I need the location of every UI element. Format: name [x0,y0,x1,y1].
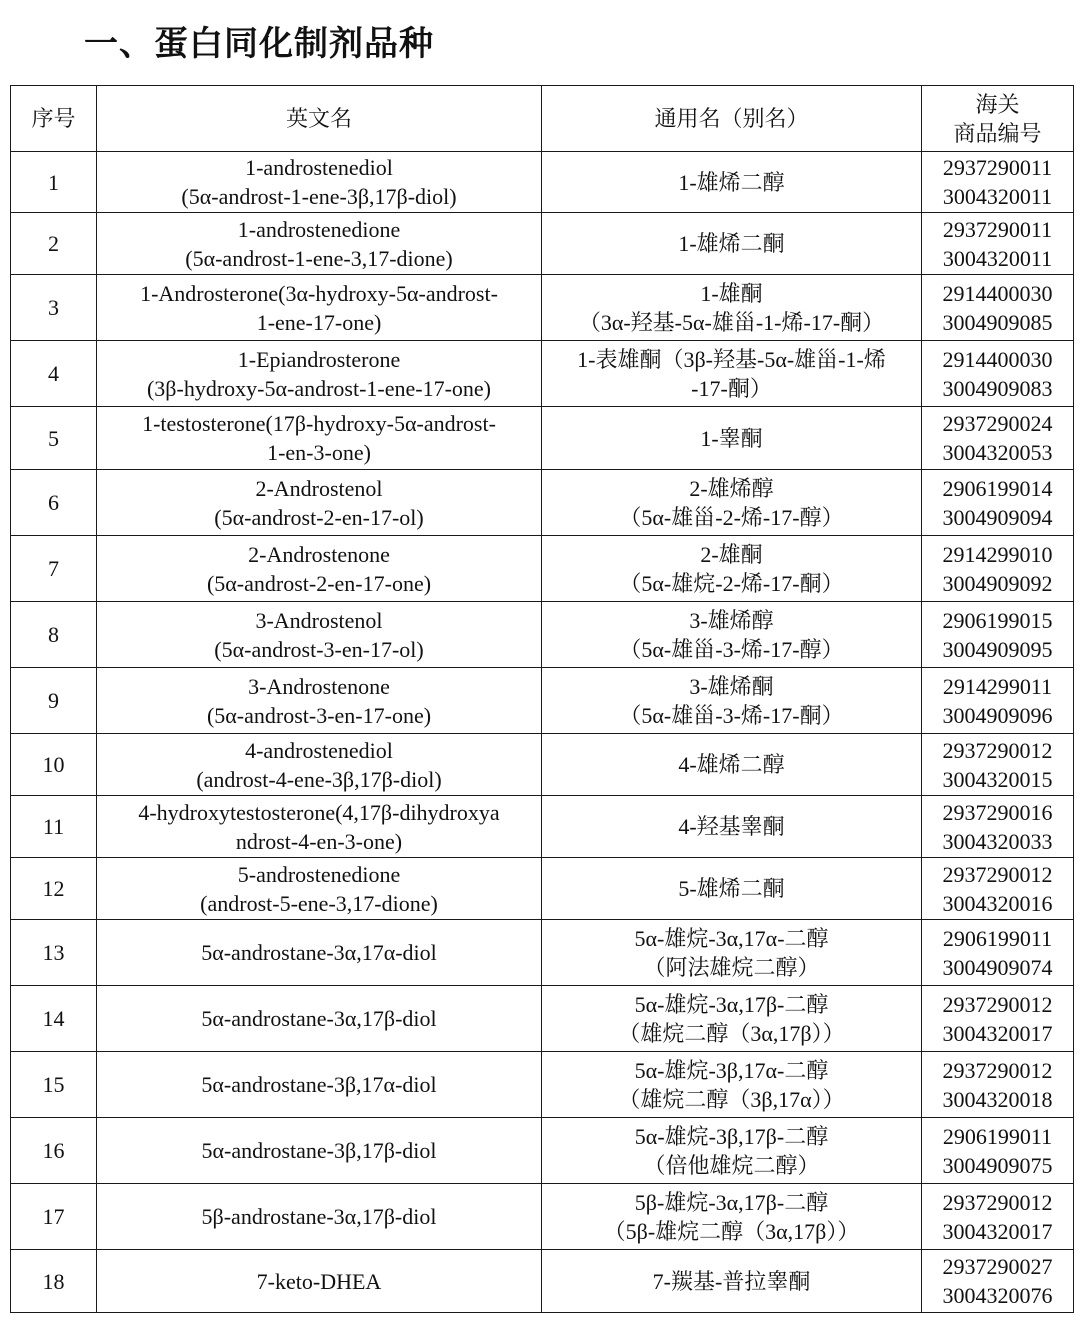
english-name-cell-line: 5α-androstane-3α,17β-diol [201,1006,437,1031]
english-name-cell [97,470,542,536]
english-name-cell [97,668,542,734]
english-name-cell-line: 1-en-3-one) [267,440,371,465]
row-number-cell [11,796,97,858]
common-name-cell [542,470,922,536]
customs-code-cell-line: 2937290011 [942,216,1053,242]
english-name-cell [97,602,542,668]
table-row [11,1250,1074,1313]
row-number-cell [11,1118,97,1184]
row-number: 3 [48,295,59,320]
customs-code-cell-line: 2937290016 [942,799,1053,825]
customs-code-cell [922,602,1074,668]
english-name-cell-line: 1-testosterone(17β-hydroxy-5α-androst- [142,411,496,436]
customs-code-cell-line: 3004909092 [942,570,1053,596]
table-row [11,1052,1074,1118]
customs-code-cell [922,213,1074,275]
english-name-cell-line: (5α-androst-1-ene-3,17-dione) [185,245,453,271]
common-name-cell-line: （倍他雄烷二醇） [643,1152,820,1178]
english-name-cell-line: (5α-androst-1-ene-3β,17β-diol) [181,184,457,209]
customs-code-cell-line: 3004909074 [942,954,1053,980]
customs-code-cell-line: 2906199015 [942,607,1053,633]
row-number: 4 [48,361,59,386]
row-number-cell [11,152,97,213]
common-name-cell [542,536,922,602]
table-row [11,407,1074,470]
common-name-cell [542,213,922,275]
customs-code-cell-line: 2914400030 [942,346,1053,372]
table-row [11,152,1074,213]
customs-code-cell [922,152,1074,213]
row-number: 5 [48,425,59,451]
customs-code-cell [922,275,1074,341]
common-name-cell-line: 2-雄烯醇 [689,475,774,501]
row-number-cell [11,668,97,734]
english-name-cell [97,734,542,796]
header-customs-label-line: 商品编号 [953,120,1042,146]
substance-table [10,85,1074,1313]
common-name-cell-line: 5α-雄烷-3α,17β-二醇 [634,991,829,1017]
customs-code-cell-line: 3004320076 [942,1283,1053,1308]
row-number: 7 [48,556,59,581]
table-row [11,858,1074,920]
common-name-cell-line: 7-羰基-普拉睾酮 [652,1268,811,1294]
english-name-cell [97,275,542,341]
english-name-cell-line: (5α-androst-3-en-17-ol) [214,636,424,662]
header-customs-code [922,86,1074,152]
customs-code-cell-line: 3004320011 [942,184,1053,209]
customs-code-cell [922,1250,1074,1313]
row-number-cell [11,213,97,275]
common-name-cell [542,1250,922,1313]
common-name-cell-line: （3α-羟基-5α-雄甾-1-烯-17-酮） [578,309,885,335]
table-row [11,734,1074,796]
customs-code-cell [922,341,1074,407]
english-name-cell-line: 1-Androsterone(3α-hydroxy-5α-androst- [140,280,498,306]
customs-code-cell [922,407,1074,470]
common-name-cell [542,734,922,796]
table-row [11,470,1074,536]
table-row [11,986,1074,1052]
row-number-cell [11,734,97,796]
customs-code-cell [922,920,1074,986]
row-number-cell [11,470,97,536]
common-name-cell [542,1184,922,1250]
customs-code-cell-line: 3004320018 [942,1086,1053,1112]
row-number-cell [11,986,97,1052]
english-name-cell-line: (5α-androst-2-en-17-ol) [214,504,424,530]
common-name-cell-line: 4-羟基睾酮 [678,814,785,839]
common-name-cell-line: （5α-雄甾-3-烯-17-酮） [619,702,844,728]
common-name-cell [542,602,922,668]
common-name-cell-line: （阿法雄烷二醇） [643,954,820,980]
customs-code-cell-line: 3004909094 [942,504,1053,530]
english-name-cell-line: 1-Epiandrosterone [237,346,401,372]
row-number-cell [11,1052,97,1118]
common-name-cell-line: 1-雄烯二醇 [678,169,785,195]
english-name-cell-line: 5α-androstane-3β,17α-diol [201,1072,437,1097]
row-number-cell [11,1250,97,1313]
header-customs-label-line: 海关 [975,91,1020,117]
english-name-cell-line: 7-keto-DHEA [256,1268,382,1294]
english-name-cell-line: 3-Androstenol [255,607,383,633]
row-number-cell [11,341,97,407]
english-name-cell [97,1184,542,1250]
english-name-cell-line: 1-androstenediol [245,155,393,180]
english-name-cell-line: (androst-5-ene-3,17-dione) [200,890,438,916]
row-number: 11 [42,814,65,839]
table-header-row [11,86,1074,152]
common-name-cell-line: 3-雄烯醇 [689,607,774,633]
common-name-cell [542,796,922,858]
common-name-cell-line: （5α-雄甾-2-烯-17-醇） [619,504,844,530]
table-row [11,1184,1074,1250]
english-name-cell [97,858,542,920]
english-name-cell [97,407,542,470]
customs-code-cell-line: 2937290012 [942,1189,1053,1215]
customs-code-cell-line: 3004320011 [942,245,1053,271]
customs-code-cell [922,1118,1074,1184]
customs-code-cell-line: 2914400030 [942,280,1053,306]
common-name-cell [542,275,922,341]
common-name-cell-line: 5α-雄烷-3α,17α-二醇 [634,925,829,951]
english-name-cell [97,920,542,986]
english-name-cell-line: 4-androstenediol [245,737,393,763]
header-english-name [97,86,542,152]
english-name-cell-line: 3-Androstenone [248,673,390,699]
common-name-cell-line: （雄烷二醇（3α,17β）） [618,1020,845,1046]
english-name-cell-line: 5β-androstane-3α,17β-diol [201,1204,437,1229]
customs-code-cell-line: 3004909096 [942,702,1053,728]
english-name-cell [97,341,542,407]
header-english-label: 英文名 [285,106,352,131]
common-name-cell-line: -17-酮） [691,375,772,401]
english-name-cell-line: 4-hydroxytestosterone(4,17β-dihydroxya [138,799,500,825]
common-name-cell-line: 5α-雄烷-3β,17β-二醇 [634,1123,829,1149]
common-name-cell-line: 2-雄酮 [700,541,763,567]
common-name-cell [542,668,922,734]
row-number: 8 [48,622,59,647]
english-name-cell-line: 2-Androstenol [255,475,383,501]
header-common-name [542,86,922,152]
customs-code-cell-line: 2937290012 [942,861,1053,887]
table-row [11,341,1074,407]
row-number: 1 [48,169,59,195]
common-name-cell-line: 1-睾酮 [700,425,763,451]
common-name-cell [542,1118,922,1184]
row-number: 13 [42,940,65,965]
common-name-cell [542,858,922,920]
customs-code-cell-line: 2914299011 [942,673,1053,699]
english-name-cell [97,536,542,602]
table-row [11,796,1074,858]
customs-code-cell-line: 2937290024 [942,411,1053,436]
header-common-label: 通用名（别名） [654,106,809,131]
english-name-cell-line: (5α-androst-3-en-17-one) [206,702,432,728]
english-name-cell-line: (5α-androst-2-en-17-one) [206,570,432,596]
table-row [11,536,1074,602]
table-row [11,275,1074,341]
common-name-cell-line: （雄烷二醇（3β,17α）） [618,1086,845,1112]
customs-code-cell [922,536,1074,602]
common-name-cell [542,152,922,213]
common-name-cell-line: 4-雄烯二醇 [678,752,785,777]
customs-code-cell-line: 3004909095 [942,636,1053,662]
common-name-cell-line: 5-雄烯二酮 [678,876,785,901]
english-name-cell [97,1052,542,1118]
customs-code-cell-line: 2937290012 [942,737,1053,763]
english-name-cell [97,796,542,858]
common-name-cell-line: 1-雄烯二酮 [678,231,785,256]
row-number-cell [11,602,97,668]
row-number: 15 [42,1072,65,1097]
english-name-cell-line: 5-androstenedione [237,861,401,887]
header-no [11,86,97,152]
common-name-cell-line: 5α-雄烷-3β,17α-二醇 [634,1057,829,1083]
common-name-cell-line: （5α-雄烷-2-烯-17-酮） [619,570,844,596]
english-name-cell [97,213,542,275]
page-title: 一、蛋白同化制剂品种 [84,25,434,63]
english-name-cell-line: 5α-androstane-3β,17β-diol [201,1138,437,1163]
row-number: 18 [42,1268,65,1294]
common-name-cell [542,920,922,986]
row-number: 9 [48,688,59,713]
customs-code-cell-line: 2937290011 [942,155,1053,180]
customs-code-cell [922,796,1074,858]
row-number-cell [11,536,97,602]
customs-code-cell-line: 2937290027 [942,1254,1053,1279]
customs-code-cell [922,470,1074,536]
common-name-cell [542,407,922,470]
common-name-cell-line: 5β-雄烷-3α,17β-二醇 [634,1189,829,1215]
customs-code-cell-line: 3004320053 [942,440,1053,465]
row-number-cell [11,920,97,986]
customs-code-cell-line: 3004909075 [942,1152,1053,1178]
customs-code-cell [922,1184,1074,1250]
customs-code-cell-line: 3004909083 [942,375,1053,401]
customs-code-cell-line: 2906199011 [942,925,1053,951]
customs-code-cell-line: 3004320033 [942,828,1053,854]
english-name-cell-line: 1-androstenedione [237,216,401,242]
table-row [11,668,1074,734]
row-number: 2 [48,231,59,256]
customs-code-cell-line: 2906199011 [942,1123,1053,1149]
english-name-cell [97,1250,542,1313]
english-name-cell-line: (3β-hydroxy-5α-androst-1-ene-17-one) [146,375,492,401]
common-name-cell-line: （5α-雄甾-3-烯-17-醇） [619,636,844,662]
customs-code-cell-line: 3004909085 [942,309,1053,335]
common-name-cell [542,341,922,407]
row-number: 12 [42,876,65,901]
common-name-cell [542,986,922,1052]
customs-code-cell-line: 2906199014 [942,475,1053,501]
table-row [11,1118,1074,1184]
customs-code-cell [922,668,1074,734]
english-name-cell [97,1118,542,1184]
customs-code-cell-line: 2937290012 [942,991,1053,1017]
english-name-cell [97,152,542,213]
customs-code-cell-line: 3004320017 [942,1020,1053,1046]
row-number: 6 [48,490,59,515]
english-name-cell-line: 2-Androstenone [248,541,390,567]
header-no-label: 序号 [31,106,76,131]
common-name-cell-line: 3-雄烯酮 [689,673,774,699]
customs-code-cell-line: 2914299010 [942,541,1053,567]
row-number-cell [11,858,97,920]
table-row [11,213,1074,275]
customs-code-cell [922,1052,1074,1118]
customs-code-cell-line: 3004320016 [942,890,1053,916]
customs-code-cell-line: 3004320017 [942,1218,1053,1244]
customs-code-cell [922,734,1074,796]
customs-code-cell [922,986,1074,1052]
english-name-cell-line: 5α-androstane-3α,17α-diol [201,940,437,965]
row-number: 14 [42,1006,65,1031]
customs-code-cell-line: 2937290012 [942,1057,1053,1083]
customs-code-cell-line: 3004320015 [942,766,1053,792]
english-name-cell-line: 1-ene-17-one) [256,309,382,335]
english-name-cell-line: (androst-4-ene-3β,17β-diol) [196,766,442,792]
common-name-cell-line: 1-雄酮 [700,280,763,306]
row-number-cell [11,1184,97,1250]
table-row [11,920,1074,986]
english-name-cell-line: ndrost-4-en-3-one) [235,828,403,854]
english-name-cell [97,986,542,1052]
customs-code-cell [922,858,1074,920]
row-number: 10 [42,752,65,777]
common-name-cell-line: （5β-雄烷二醇（3α,17β）） [603,1218,860,1244]
row-number-cell [11,407,97,470]
table-row [11,602,1074,668]
row-number: 17 [42,1204,65,1229]
row-number-cell [11,275,97,341]
common-name-cell-line: 1-表雄酮（3β-羟基-5α-雄甾-1-烯 [577,346,886,372]
table-body [11,152,1074,1313]
common-name-cell [542,1052,922,1118]
row-number: 16 [42,1138,65,1163]
